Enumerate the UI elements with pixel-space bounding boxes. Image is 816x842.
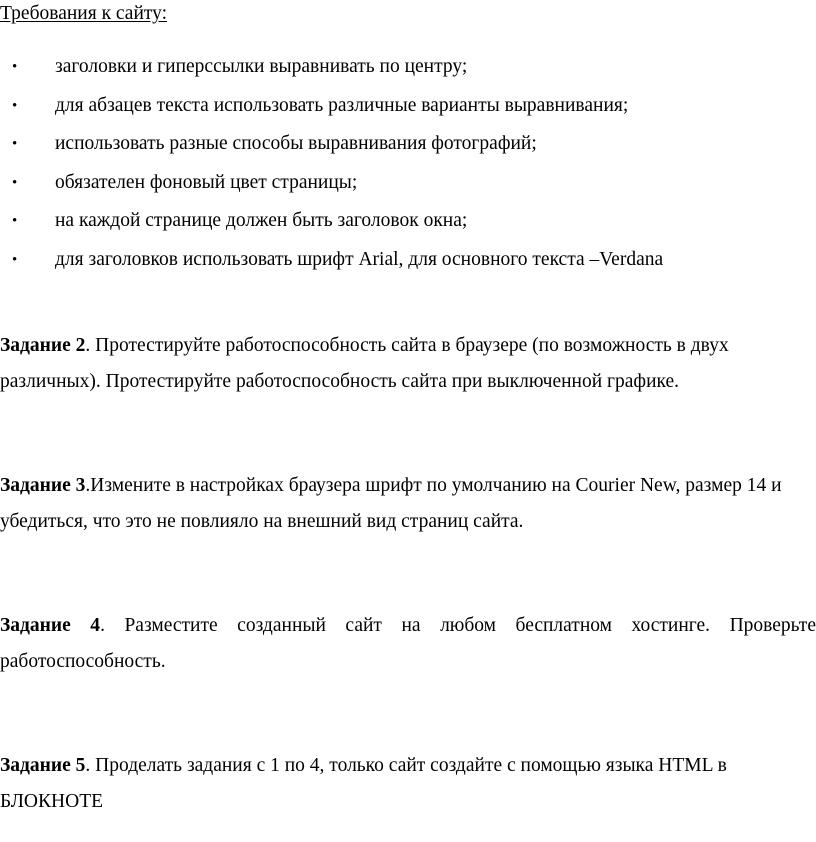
bullet-icon: • (12, 59, 18, 75)
requirement-text: для заголовков использовать шрифт Arial, для основного текста –Verdana (55, 248, 664, 270)
task-5-text: . Проделать задания с 1 по 4, только сайт создайте с помощью языка HTML в БЛОКНОТЕ (0, 755, 727, 812)
task-2-text: . Протестируйте работоспособность сайта в браузере (по возможность в двух различных). Протестируйте работоспособность сайта при выключенной графике. (0, 335, 729, 392)
task-2-paragraph (0, 328, 816, 400)
requirement-text: использовать разные способы выравнивания фотографий; (55, 133, 537, 155)
requirements-list (0, 55, 663, 287)
requirement-item (0, 55, 663, 94)
bullet-icon: • (12, 174, 18, 191)
requirement-text: на каждой странице должен быть заголовок окна; (55, 210, 468, 232)
requirement-item (0, 248, 663, 287)
requirement-item (0, 209, 663, 248)
bullet-icon: • (12, 213, 18, 230)
task-3-text: .Измените в настройках браузера шрифт по умолчанию на Courier New, размер 14 и убедиться, что это не повлияло на внешний вид страниц сайта. (0, 475, 782, 532)
requirements-heading: Требования к сайту: (0, 3, 168, 24)
requirement-item (0, 171, 663, 210)
task-5-title: Задание 5 (0, 755, 86, 776)
bullet-icon: • (12, 251, 18, 268)
task-3-title: Задание 3 (0, 475, 86, 496)
task-5-paragraph (0, 748, 816, 820)
task-3-paragraph (0, 468, 816, 540)
task-4-text: . Разместите созданный сайт на любом бесплатном хостинге. Проверьте работоспособность. (0, 615, 816, 672)
requirement-text: заголовки и гиперссылки выравнивать по центру; (55, 56, 468, 77)
requirement-text: обязателен фоновый цвет страницы; (55, 171, 358, 193)
task-2-title: Задание 2 (0, 335, 86, 356)
requirement-text: для абзацев текста использовать различные варианты выравнивания; (55, 94, 629, 116)
requirement-item (0, 94, 663, 133)
bullet-icon: • (12, 136, 18, 153)
requirement-item (0, 132, 663, 171)
task-4-title: Задание 4 (0, 615, 101, 636)
task-4-paragraph (0, 608, 816, 680)
bullet-icon: • (12, 97, 18, 114)
